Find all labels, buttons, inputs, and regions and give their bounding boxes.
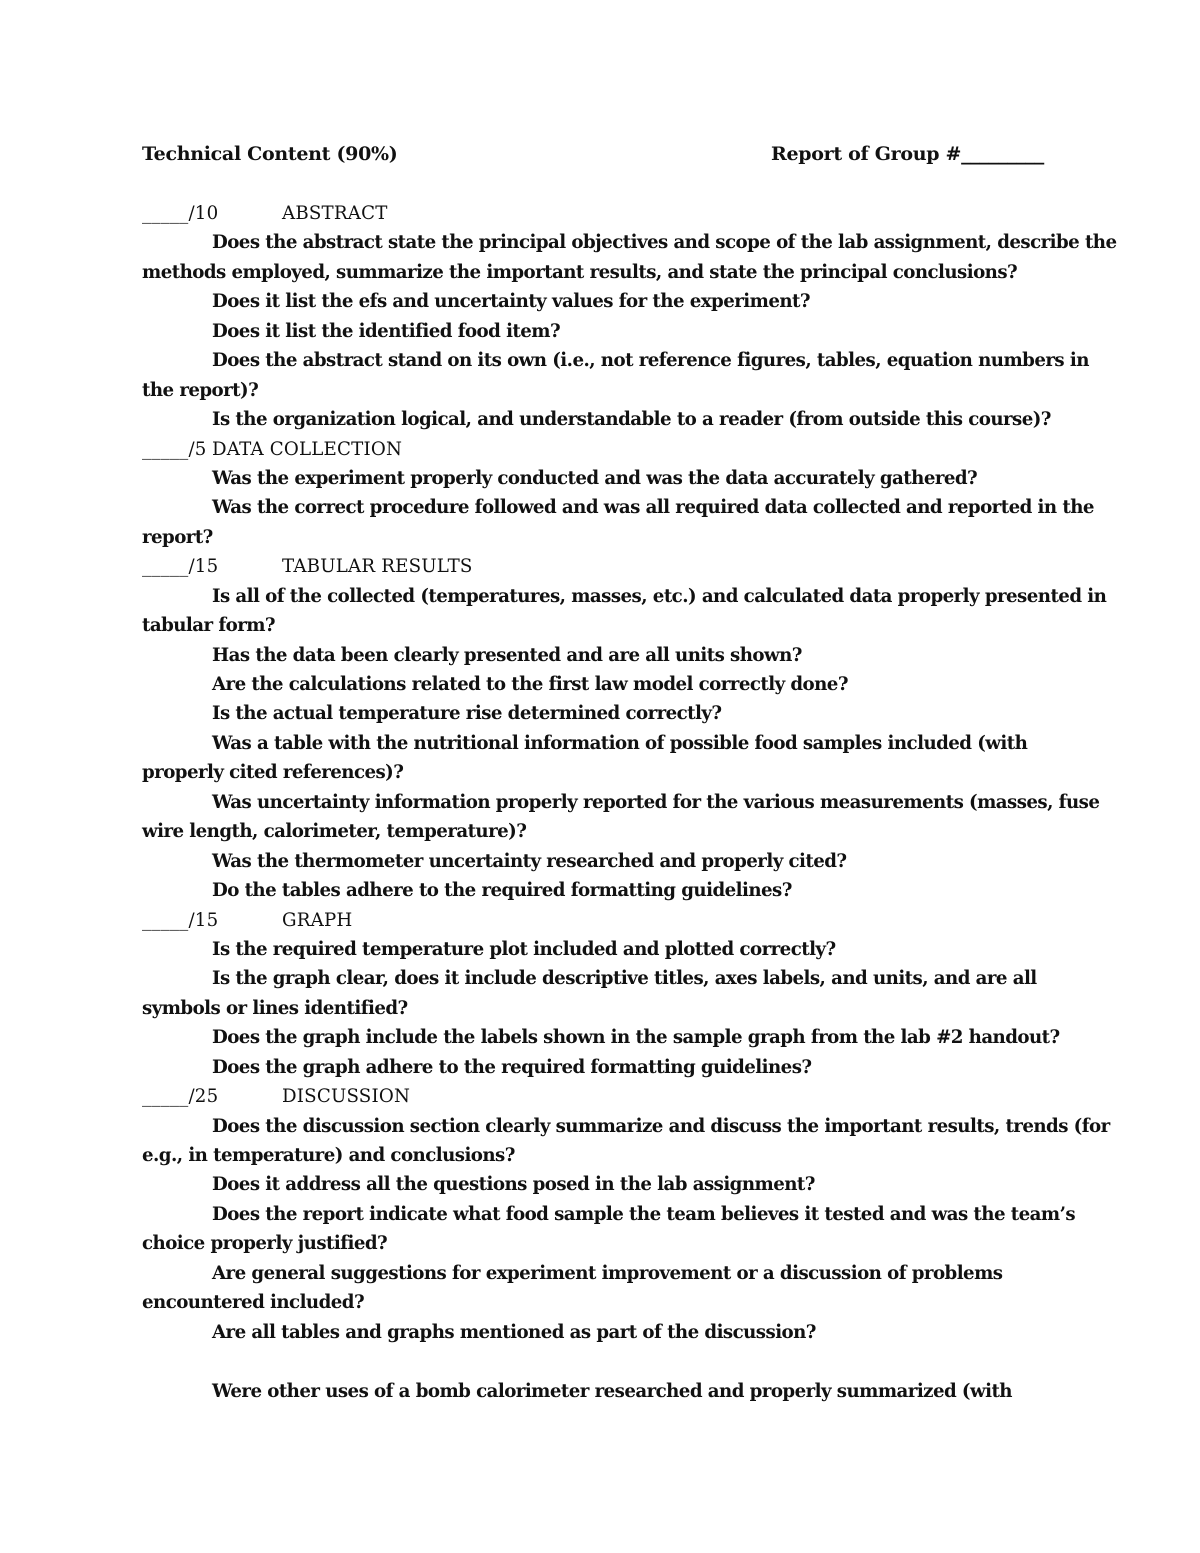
rubric-line: Does it list the identified food item? xyxy=(212,320,561,342)
score-blank: _____/15 xyxy=(142,556,219,578)
rubric-line: Are all tables and graphs mentioned as part of the discussion? xyxy=(212,1321,816,1343)
rubric-line: Was a table with the nutritional information of possible food samples included (with xyxy=(212,732,1028,754)
section-heading-graph xyxy=(142,906,1062,935)
rubric-line: methods employed, summarize the important results, and state the principal conclusions? xyxy=(142,261,1018,283)
score-blank: _____/5 xyxy=(142,438,207,460)
rubric-line: Is the graph clear, does it include descriptive titles, axes labels, and units, and are all xyxy=(212,968,1037,990)
score-blank: _____/15 xyxy=(142,909,219,931)
rubric-line: Was uncertainty information properly reported for the various measurements (masses, fuse xyxy=(212,791,1100,813)
section-heading-title: DISCUSSION xyxy=(282,1086,411,1108)
rubric-line: wire length, calorimeter, temperature)? xyxy=(142,821,527,843)
rubric-line: Does it list the efs and uncertainty values for the experiment? xyxy=(212,291,810,313)
rubric-line: Is all of the collected (temperatures, masses, etc.) and calculated data properly presented in xyxy=(212,585,1107,607)
section-heading-abstract xyxy=(142,199,1062,228)
section-heading-title: ABSTRACT xyxy=(282,203,388,224)
rubric-line: Is the organization logical, and understandable to a reader (from outside this course)? xyxy=(212,409,1051,431)
rubric-line: Does it address all the questions posed in the lab assignment? xyxy=(212,1174,815,1196)
rubric-line: Was the correct procedure followed and was all required data collected and reported in the xyxy=(212,497,1094,519)
rubric-line: Does the report indicate what food sample the team believes it tested and was the team’s xyxy=(212,1203,1076,1225)
rubric-content xyxy=(142,199,1117,1406)
rubric-line: Has the data been clearly presented and are all units shown? xyxy=(212,644,802,666)
rubric-line: the report)? xyxy=(142,379,259,401)
section-heading-title: DATA COLLECTION xyxy=(212,438,403,460)
rubric-line: Were other uses of a bomb calorimeter researched and properly summarized (with xyxy=(212,1380,1012,1402)
blank-line xyxy=(142,1347,1062,1376)
rubric-line: symbols or lines identified? xyxy=(142,997,408,1019)
rubric-line: report? xyxy=(142,526,213,548)
section-heading-data-collection xyxy=(142,435,1062,464)
section-heading-title: GRAPH xyxy=(282,909,353,931)
rubric-line: Does the graph adhere to the required formatting guidelines? xyxy=(212,1056,812,1078)
rubric-line: Was the thermometer uncertainty researched and properly cited? xyxy=(212,850,847,872)
rubric-line: Are the calculations related to the first law model correctly done? xyxy=(212,674,848,695)
rubric-line: choice properly justified? xyxy=(142,1233,388,1255)
rubric-line: Was the experiment properly conducted and was the data accurately gathered? xyxy=(212,467,978,489)
rubric-line: tabular form? xyxy=(142,615,276,637)
score-blank: _____/10 xyxy=(142,203,219,224)
rubric-line: Does the abstract stand on its own (i.e., not reference figures, tables, equation numbers in xyxy=(212,350,1089,372)
section-heading-discussion xyxy=(142,1082,1062,1111)
rubric-line: Does the abstract state the principal objectives and scope of the lab assignment, describe the xyxy=(212,232,1117,254)
rubric-line: e.g., in temperature) and conclusions? xyxy=(142,1145,515,1166)
score-blank: _____/25 xyxy=(142,1086,219,1108)
rubric-line: Does the discussion section clearly summarize and discuss the important results, trends (for xyxy=(212,1115,1110,1137)
rubric-line: encountered included? xyxy=(142,1292,365,1314)
rubric-line: Is the required temperature plot included and plotted correctly? xyxy=(212,938,836,960)
section-heading-title: TABULAR RESULTS xyxy=(282,556,473,578)
section-heading-tabular-results xyxy=(142,552,1062,581)
rubric-line: Are general suggestions for experiment improvement or a discussion of problems xyxy=(212,1262,1003,1284)
section-title: Technical Content (90%) xyxy=(142,143,398,165)
rubric-line: Does the graph include the labels shown in the sample graph from the lab #2 handout? xyxy=(212,1027,1060,1049)
group-number-label: Report of Group #_________ xyxy=(771,143,1044,165)
rubric-line: Is the actual temperature rise determined correctly? xyxy=(212,703,722,725)
rubric-line: properly cited references)? xyxy=(142,762,404,784)
rubric-line: Do the tables adhere to the required formatting guidelines? xyxy=(212,880,792,902)
